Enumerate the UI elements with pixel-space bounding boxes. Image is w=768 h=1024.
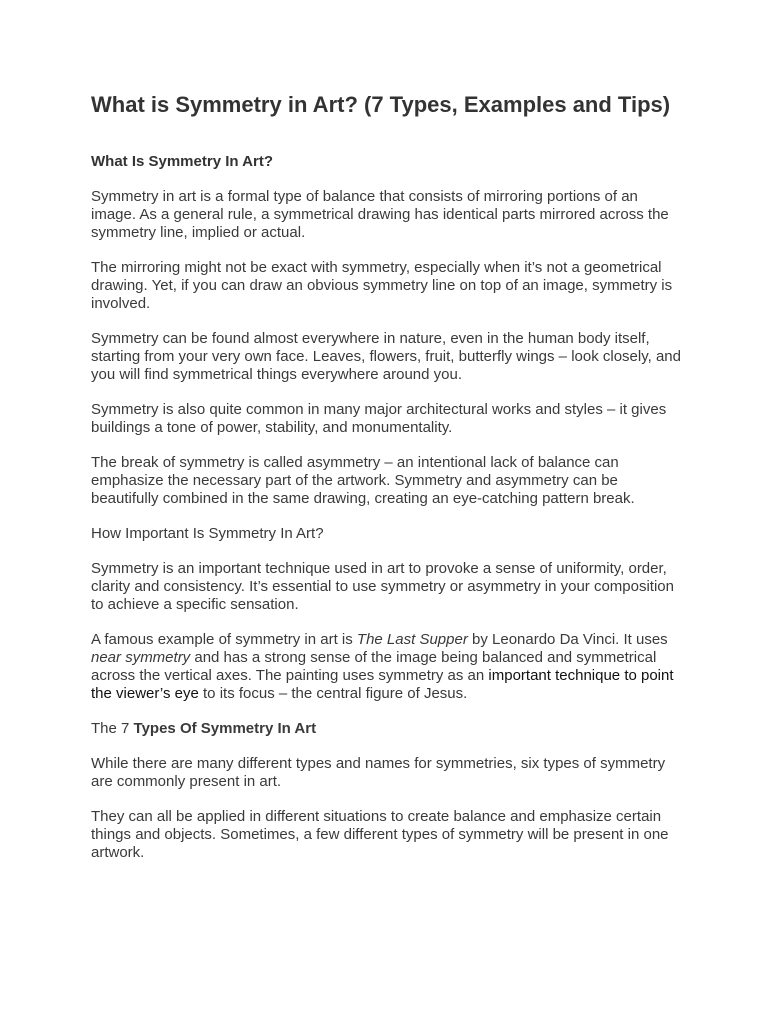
inline-link[interactable]: important technique to point the viewer’s eye	[91, 667, 674, 702]
artwork-title: The Last Supper	[356, 631, 468, 648]
section-heading-what-is-symmetry: What Is Symmetry In Art?	[91, 153, 273, 170]
paragraph: The break of symmetry is called asymmetry – an intentional lack of balance can emphasize the necessary part of the artwork. Symmetry and asymmetry can be beautifully combined in the same drawing, creating an eye-catching pattern break.	[91, 454, 635, 507]
paragraph: Symmetry can be found almost everywhere in nature, even in the human body itself, starting from your very own face. Leaves, flowers, fruit, butterfly wings – look closely, and you will find symmetrical things everywhere around you.	[91, 330, 681, 383]
text-run: and has a strong sense of the image being balanced and symmetrical across the vertical axes. The painting uses symmetry as an	[91, 649, 657, 684]
paragraph: While there are many different types and names for symmetries, six types of symmetry are commonly present in art.	[91, 755, 666, 790]
emphasis-text: near symmetry	[91, 649, 191, 666]
paragraph: They can all be applied in different situations to create balance and emphasize certain things and objects. Sometimes, a few different types of symmetry will be present in one artwork.	[91, 808, 669, 861]
text-run: to its focus – the central figure of Jesus.	[198, 685, 468, 702]
paragraph-last-supper	[91, 631, 686, 703]
paragraph: Symmetry is an important technique used in art to provoke a sense of uniformity, order, clarity and consistency. It’s essential to use symmetry or asymmetry in your composition to achieve a specific sensation.	[91, 560, 674, 613]
section-heading-types	[91, 720, 686, 738]
paragraph: Symmetry in art is a formal type of balance that consists of mirroring portions of an image. As a general rule, a symmetrical drawing has identical parts mirrored across the symmetry line, implied or actual.	[91, 188, 669, 241]
paragraph: The mirroring might not be exact with symmetry, especially when it’s not a geometrical drawing. Yet, if you can draw an obvious symmetry line on top of an image, symmetry is involved.	[91, 259, 673, 312]
article	[91, 91, 686, 879]
section-heading-how-important: How Important Is Symmetry In Art?	[91, 525, 324, 542]
page-title: What is Symmetry in Art? (7 Types, Examples and Tips)	[91, 92, 671, 117]
text-run: by Leonardo Da Vinci. It uses	[467, 631, 668, 648]
text-run: A famous example of symmetry in art is	[91, 631, 357, 648]
paragraph: Symmetry is also quite common in many major architectural works and styles – it gives buildings a tone of power, stability, and monumentality.	[91, 401, 667, 436]
heading-prefix: The 7	[91, 720, 134, 737]
heading-bold: Types Of Symmetry In Art	[133, 720, 317, 737]
